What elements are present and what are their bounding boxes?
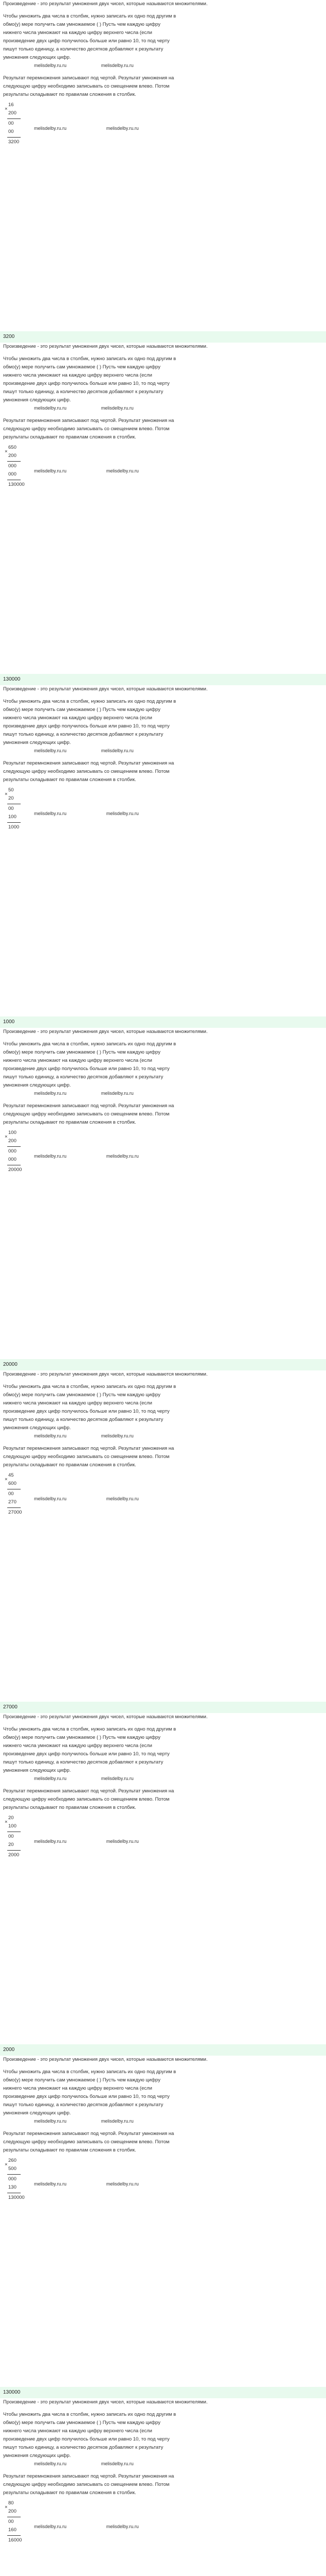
explanation-line: результаты складывают по правилам сложения в столбик.	[3, 777, 136, 783]
explanation-line: произведение двух цифр получилось больше или равно 10, то под черту	[3, 723, 170, 729]
explanation-line: пишут только единицу, а количество десятков добавляют к результату	[3, 2445, 164, 2450]
explanation-line: обмо(у) мере получить сам умножаемое ( ) Пусть чем каждую цифру	[3, 1392, 160, 1398]
explanation-line: пишут только единицу, а количество десятков добавляют к результату	[3, 389, 164, 395]
answer-bar: 130000	[0, 2387, 326, 2398]
explanation-line: произведение двух цифр получилось больше или равно 10, то под черту	[3, 38, 170, 44]
explanation-line: произведение двух цифр получилось больше или равно 10, то под черту	[3, 2436, 170, 2442]
explanation-line: Чтобы умножить два числа в столбик, нужно записать их одно под другим в	[3, 1384, 176, 1389]
explanation-line: произведение двух цифр получилось больше или равно 10, то под черту	[3, 381, 170, 386]
column-calculation: × 650 200 000 000 130000 melisdelby.ru.ru melisdelby.ru.ru	[5, 445, 139, 487]
watermark-line: melisdelby.ru.ru melisdelby.ru.ru	[34, 1776, 134, 1781]
explanation-line: нижнего числа умножают на каждую цифру верхнего числа (если	[3, 1743, 152, 1749]
solution-block	[0, 685, 326, 1028]
solution-block	[0, 2056, 326, 2398]
watermark-line: melisdelby.ru.ru melisdelby.ru.ru	[34, 2119, 134, 2124]
explanation-line: умножения следующих цифр.	[3, 1425, 71, 1431]
explanation-line: Произведение - это результат умножения двух чисел, которые называются множителями.	[3, 1029, 208, 1035]
explanation-line: результаты складывают по правилам сложения в столбик.	[3, 2490, 136, 2496]
explanation-line: пишут только единицу, а количество десятков добавляют к результату	[3, 46, 164, 52]
explanation-line: Результат перемножения записывают под чертой. Результат умножения на	[3, 2131, 174, 2137]
answer-bar: 27000	[0, 1702, 326, 1713]
explanation-line: Чтобы умножить два числа в столбик, нужно записать их одно под другим в	[3, 699, 176, 704]
watermark-line: melisdelby.ru.ru melisdelby.ru.ru	[34, 63, 134, 68]
explanation-line: следующую цифру необходимо записывать со смещением влево. Потом	[3, 426, 170, 432]
explanation-line: умножения следующих цифр.	[3, 1768, 71, 1773]
explanation-line: обмо(у) мере получить сам умножаемое ( ) Пусть чем каждую цифру	[3, 1735, 160, 1740]
explanation-line: следующую цифру необходимо записывать со смещением влево. Потом	[3, 83, 170, 89]
explanation-line: Результат перемножения записывают под чертой. Результат умножения на	[3, 1103, 174, 1109]
watermark-line: melisdelby.ru.ru melisdelby.ru.ru	[34, 1433, 134, 1438]
explanation-line: Произведение - это результат умножения двух чисел, которые называются множителями.	[3, 1714, 208, 1720]
explanation-line: Произведение - это результат умножения двух чисел, которые называются множителями.	[3, 686, 208, 692]
explanation-line: Результат перемножения записывают под чертой. Результат умножения на	[3, 418, 174, 423]
explanation-line: Результат перемножения записывают под чертой. Результат умножения на	[3, 1446, 174, 1451]
explanation-line: пишут только единицу, а количество десятков добавляют к результату	[3, 1074, 164, 1080]
explanation-line: обмо(у) мере получить сам умножаемое ( ) Пусть чем каждую цифру	[3, 2420, 160, 2426]
explanation-line: умножения следующих цифр.	[3, 2453, 71, 2459]
explanation-line: обмо(у) мере получить сам умножаемое ( ) Пусть чем каждую цифру	[3, 2077, 160, 2083]
solution-block	[0, 2398, 326, 2576]
explanation-line: умножения следующих цифр.	[3, 397, 71, 403]
explanation-line: Произведение - это результат умножения двух чисел, которые называются множителями.	[3, 2399, 208, 2405]
explanation-line: умножения следующих цифр.	[3, 740, 71, 745]
answer-bar: 130000	[0, 674, 326, 685]
explanation-line: Чтобы умножить два числа в столбик, нужно записать их одно под другим в	[3, 13, 176, 19]
explanation-line: произведение двух цифр получилось больше или равно 10, то под черту	[3, 1409, 170, 1414]
explanation-line: нижнего числа умножают на каждую цифру верхнего числа (если	[3, 30, 152, 36]
explanation-line: следующую цифру необходимо записывать со смещением влево. Потом	[3, 1111, 170, 1117]
explanation-line: Результат перемножения записывают под чертой. Результат умножения на	[3, 1788, 174, 1794]
watermark-line: melisdelby.ru.ru melisdelby.ru.ru	[34, 748, 134, 753]
explanation-line: нижнего числа умножают на каждую цифру верхнего числа (если	[3, 1400, 152, 1406]
explanation-line: следующую цифру необходимо записывать со смещением влево. Потом	[3, 2482, 170, 2487]
explanation-line: следующую цифру необходимо записывать со смещением влево. Потом	[3, 2139, 170, 2145]
explanation-line: следующую цифру необходимо записывать со смещением влево. Потом	[3, 1797, 170, 1802]
explanation-line: обмо(у) мере получить сам умножаемое ( ) Пусть чем каждую цифру	[3, 707, 160, 713]
solution-block	[0, 1028, 326, 1370]
solution-block	[0, 0, 326, 343]
watermark-line: melisdelby.ru.ru melisdelby.ru.ru	[34, 405, 134, 411]
explanation-line: умножения следующих цифр.	[3, 1082, 71, 1088]
explanation-line: нижнего числа умножают на каждую цифру верхнего числа (если	[3, 372, 152, 378]
explanation-line: следующую цифру необходимо записывать со смещением влево. Потом	[3, 1454, 170, 1460]
explanation-line: следующую цифру необходимо записывать со смещением влево. Потом	[3, 769, 170, 774]
answer-bar: 3200	[0, 331, 326, 343]
explanation-line: результаты складывают по правилам сложения в столбик.	[3, 2147, 136, 2153]
explanation-line: пишут только единицу, а количество десятков добавляют к результату	[3, 1759, 164, 1765]
explanation-line: обмо(у) мере получить сам умножаемое ( ) Пусть чем каждую цифру	[3, 22, 160, 27]
explanation-line: результаты складывают по правилам сложения в столбик.	[3, 434, 136, 440]
explanation-line: обмо(у) мере получить сам умножаемое ( ) Пусть чем каждую цифру	[3, 1049, 160, 1055]
column-calculation: × 80 200 00 160 16000 melisdelby.ru.ru melisdelby.ru.ru	[5, 2500, 139, 2543]
column-calculation: × 20 100 00 20 2000 melisdelby.ru.ru melisdelby.ru.ru	[5, 1815, 139, 1858]
explanation-line: нижнего числа умножают на каждую цифру верхнего числа (если	[3, 2086, 152, 2091]
explanation-line: Произведение - это результат умножения двух чисел, которые называются множителями.	[3, 1, 208, 7]
solution-block	[0, 1713, 326, 2056]
explanation-line: нижнего числа умножают на каждую цифру верхнего числа (если	[3, 715, 152, 721]
answer-bar: 20000	[0, 1359, 326, 1370]
explanation-line: Чтобы умножить два числа в столбик, нужно записать их одно под другим в	[3, 2069, 176, 2075]
explanation-line: Произведение - это результат умножения двух чисел, которые называются множителями.	[3, 344, 208, 349]
explanation-line: пишут только единицу, а количество десятков добавляют к результату	[3, 1417, 164, 1422]
explanation-line: произведение двух цифр получилось больше или равно 10, то под черту	[3, 2094, 170, 2099]
column-calculation: × 260 500 000 130 130000 melisdelby.ru.ru melisdelby.ru.ru	[5, 2158, 139, 2200]
column-calculation: × 16 200 00 00 3200 melisdelby.ru.ru melisdelby.ru.ru	[5, 102, 139, 145]
explanation-line: Результат перемножения записывают под чертой. Результат умножения на	[3, 2473, 174, 2479]
explanation-line: Чтобы умножить два числа в столбик, нужно записать их одно под другим в	[3, 356, 176, 362]
explanation-line: Результат перемножения записывают под чертой. Результат умножения на	[3, 75, 174, 81]
explanation-line: результаты складывают по правилам сложения в столбик.	[3, 1462, 136, 1468]
answer-bar: 1000	[0, 1016, 326, 1028]
solution-block	[0, 343, 326, 685]
answer-bar: 2000	[0, 2044, 326, 2056]
explanation-line: умножения следующих цифр.	[3, 55, 71, 60]
explanation-line: Произведение - это результат умножения двух чисел, которые называются множителями.	[3, 2057, 208, 2062]
explanation-line: результаты складывают по правилам сложения в столбик.	[3, 1805, 136, 1810]
explanation-line: Чтобы умножить два числа в столбик, нужно записать их одно под другим в	[3, 2412, 176, 2417]
explanation-line: обмо(у) мере получить сам умножаемое ( ) Пусть чем каждую цифру	[3, 364, 160, 370]
column-calculation: × 45 600 00 270 27000 melisdelby.ru.ru melisdelby.ru.ru	[5, 1472, 139, 1515]
explanation-line: Произведение - это результат умножения двух чисел, которые называются множителями.	[3, 1371, 208, 1377]
explanation-line: умножения следующих цифр.	[3, 2110, 71, 2116]
column-calculation: × 50 20 00 100 1000 melisdelby.ru.ru melisdelby.ru.ru	[5, 787, 139, 830]
explanation-line: Результат перемножения записывают под чертой. Результат умножения на	[3, 760, 174, 766]
explanation-line: нижнего числа умножают на каждую цифру верхнего числа (если	[3, 1058, 152, 1063]
explanation-line: результаты складывают по правилам сложения в столбик.	[3, 92, 136, 97]
explanation-line: пишут только единицу, а количество десятков добавляют к результату	[3, 2102, 164, 2108]
explanation-line: Чтобы умножить два числа в столбик, нужно записать их одно под другим в	[3, 1726, 176, 1732]
watermark-line: melisdelby.ru.ru melisdelby.ru.ru	[34, 2461, 134, 2466]
watermark-line: melisdelby.ru.ru melisdelby.ru.ru	[34, 1091, 134, 1096]
explanation-line: пишут только единицу, а количество десятков добавляют к результату	[3, 732, 164, 737]
explanation-line: произведение двух цифр получилось больше или равно 10, то под черту	[3, 1066, 170, 1072]
solution-block	[0, 1370, 326, 1713]
explanation-line: результаты складывают по правилам сложения в столбик.	[3, 1120, 136, 1125]
explanation-line: нижнего числа умножают на каждую цифру верхнего числа (если	[3, 2428, 152, 2434]
explanation-line: Чтобы умножить два числа в столбик, нужно записать их одно под другим в	[3, 1041, 176, 1047]
explanation-line: произведение двух цифр получилось больше или равно 10, то под черту	[3, 1751, 170, 1757]
column-calculation: × 100 200 000 000 20000 melisdelby.ru.ru melisdelby.ru.ru	[5, 1130, 139, 1173]
